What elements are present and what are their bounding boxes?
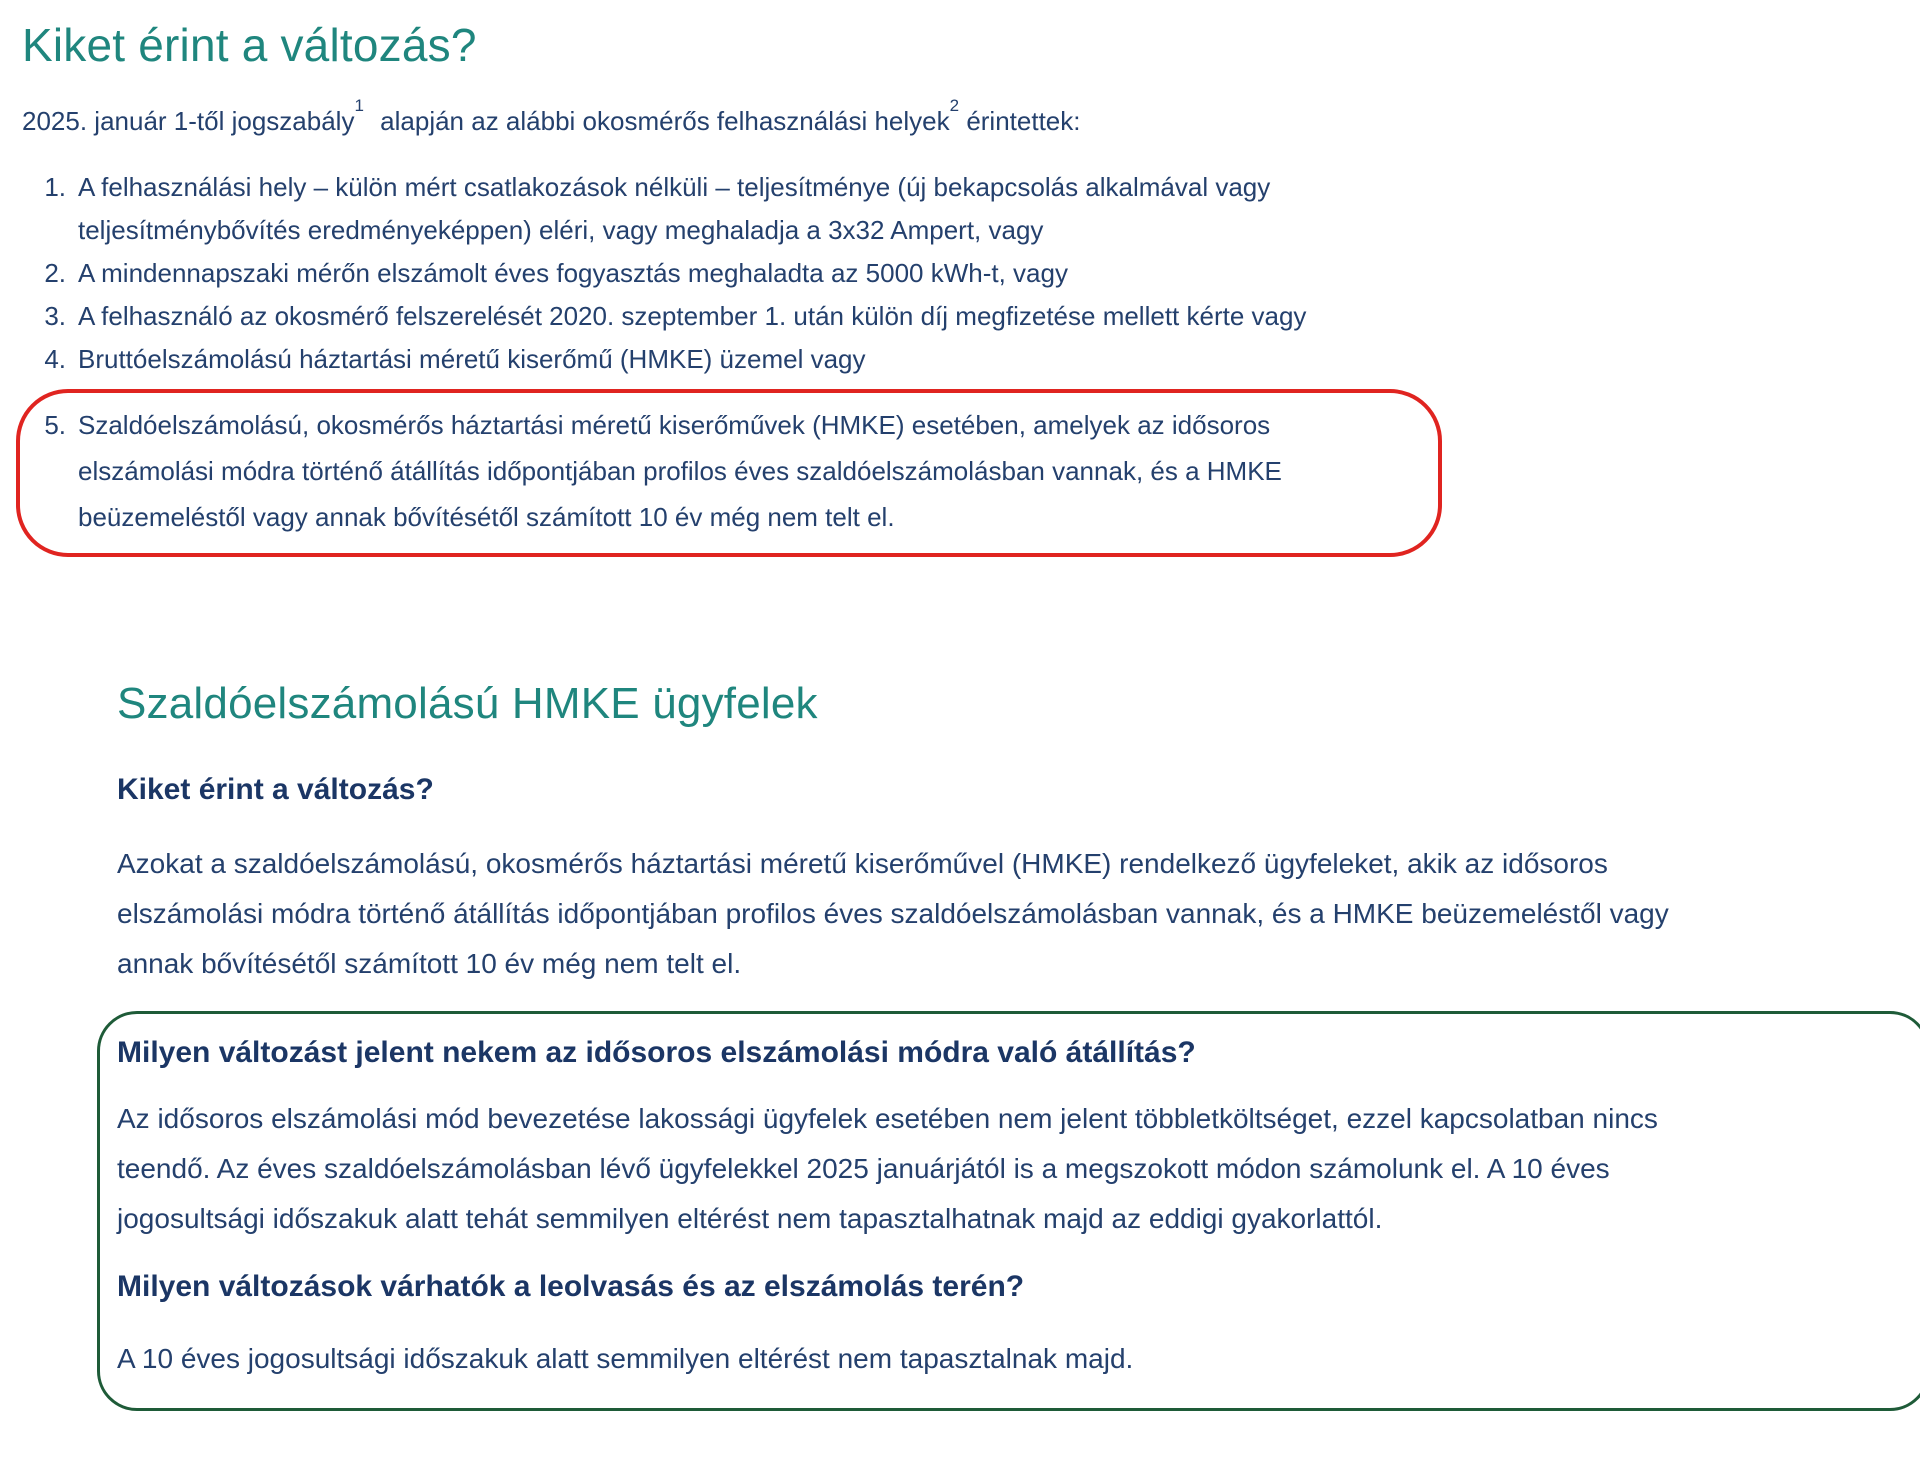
intro-text-2: alapján az alábbi okosmérős felhasználási helyek: [380, 106, 950, 136]
affected-sites-list: [30, 166, 1920, 557]
list-item-text: A felhasználási hely – külön mért csatlakozások nélküli – teljesítménye (új bekapcsolás alkalmával vagy teljesítménybővítés eredményeképpen) eléri, vagy meghaladja a 3x32 Ampert, vagy: [78, 172, 1271, 245]
answer-paragraph-1: Azokat a szaldóelszámolású, okosmérős háztartási méretű kiserőművel (HMKE) rendelkező ügyfeleket, akik az idősoros elszámolási módra történő átállítás időpontjában profilos éves szaldóelszámolásban vannak, és a HMKE beüzemeléstől vagy annak bővítésétől számított 10 év még nem telt el.: [117, 848, 1669, 979]
list-item: [30, 295, 1920, 338]
list-item-text: A felhasználó az okosmérő felszerelését 2020. szeptember 1. után külön díj megfizetése mellett kérte vagy: [78, 301, 1307, 331]
intro-text-3: érintettek:: [966, 106, 1081, 136]
list-item: [30, 338, 1920, 381]
intro-text-1: 2025. január 1-től jogszabály: [22, 106, 355, 136]
question-heading-3: Milyen változások várhatók a leolvasás és az elszámolás terén?: [117, 1270, 1025, 1303]
question-heading-2: Milyen változást jelent nekem az idősoros elszámolási módra való átállítás?: [117, 1036, 1196, 1069]
intro-paragraph: [22, 96, 1920, 140]
list-item-number: 4.: [44, 344, 66, 374]
list-item-text: Bruttóelszámolású háztartási méretű kiserőmű (HMKE) üzemel vagy: [78, 344, 866, 374]
section-who-is-affected: [22, 18, 1920, 557]
green-highlight-box: [97, 1011, 1920, 1411]
page-title: Kiket érint a változás?: [22, 19, 477, 71]
list-item-text: Szaldóelszámolású, okosmérős háztartási méretű kiserőművek (HMKE) esetében, amelyek az idősoros elszámolási módra történő átállítás időpontjában profilos éves szaldóelszámolásban vannak, és a HMKE beüzemeléstől vagy annak bővítésétől számított 10 év még nem telt el.: [78, 410, 1282, 532]
section-title: Szaldóelszámolású HMKE ügyfelek: [117, 679, 818, 728]
list-item-number: 2.: [44, 258, 66, 288]
list-item-highlighted: [30, 402, 1410, 540]
list-item-text: A mindennapszaki mérőn elszámolt éves fogyasztás meghaladta az 5000 kWh-t, vagy: [78, 258, 1068, 288]
list-item: [30, 252, 1920, 295]
question-heading-1: Kiket érint a változás?: [117, 773, 434, 806]
answer-paragraph-2: Az idősoros elszámolási mód bevezetése lakossági ügyfelek esetében nem jelent többletköltséget, ezzel kapcsolatban nincs teendő. Az éves szaldóelszámolásban lévő ügyfelekkel 2025 januárjától is a megszokott módon számolunk el. A 10 éves jogosultsági időszakuk alatt tehát semmilyen eltérést nem tapasztalhatnak majd az eddigi gyakorlattól.: [117, 1103, 1658, 1234]
list-item-number: 5.: [44, 410, 66, 440]
footnote-ref-2: 2: [949, 96, 960, 116]
red-highlight-ring: [16, 389, 1442, 557]
list-item: [30, 166, 1920, 252]
section-hmke-customers: [117, 679, 1920, 1411]
list-item-number: 3.: [44, 301, 66, 331]
answer-paragraph-3: A 10 éves jogosultsági időszakuk alatt semmilyen eltérést nem tapasztalnak majd.: [117, 1343, 1134, 1374]
footnote-ref-1: 1: [354, 96, 364, 116]
list-item-number: 1.: [44, 172, 66, 202]
